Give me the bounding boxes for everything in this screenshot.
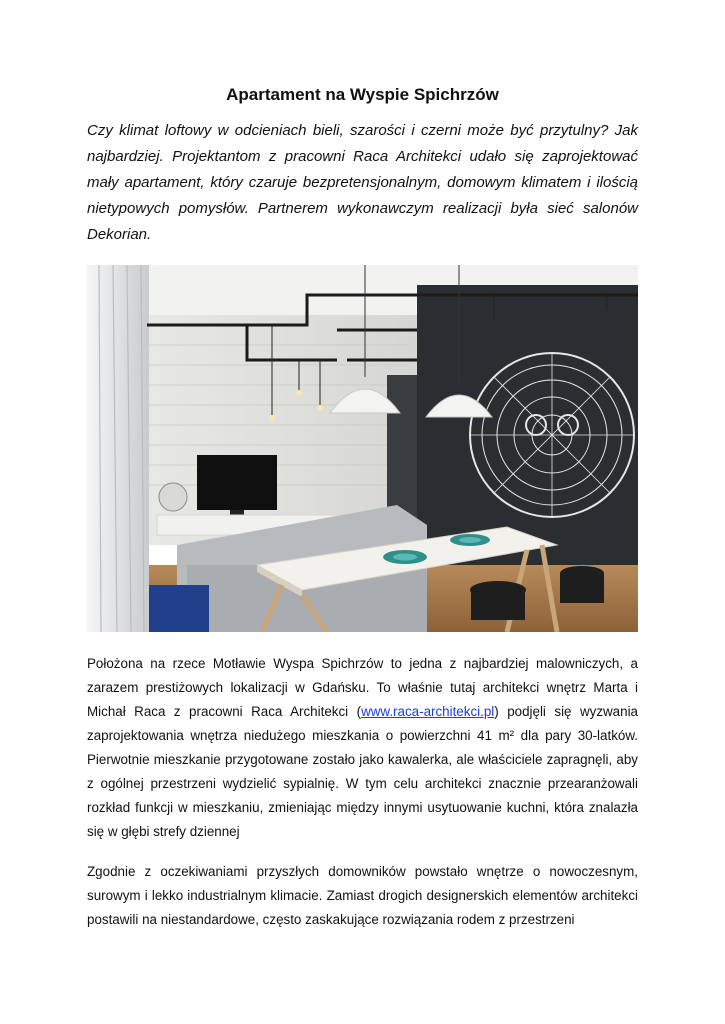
page-title: Apartament na Wyspie Spichrzów: [226, 85, 499, 104]
paragraph-1-text-end: ) podjęli się wyzwania zaprojektowania wnętrza niedużego mieszkania o powierzchni 41 m² dla pary 30-latków. Pierwotnie mieszkanie przygotowane zostało jako kawalerka, ale właściciele zapragnęli, aby z ogólnej przestrzeni wydzielić sypialnię. W tym celu architekci znacznie przearanżowali rozkład funkcji w mieszkaniu, zmieniając między innymi usytuowanie kuchni, która znalazła się w głębi strefy dziennej: [87, 704, 638, 839]
raca-architekci-link[interactable]: www.raca-architekci.pl: [361, 704, 495, 719]
paragraph-1-text-start: Położona na rzece Motławie Wyspa Spichrzów to jedna z najbardziej malowniczych, a zarazem prestiżowych lokalizacji w Gdańsku. To właśnie tutaj architekci wnętrz Marta i Michał Raca z pracowni Raca Architekci (: [87, 656, 638, 719]
interior-photo: [87, 265, 638, 632]
body-paragraph-2: Zgodnie z oczekiwaniami przyszłych domowników powstało wnętrze o nowoczesnym, surowym i lekko industrialnym klimacie. Zamiast drogich designerskich elementów architekci postawili na niestandardowe, często zaskakujące rozwiązania rodem z przestrzeni: [87, 864, 638, 927]
lead-paragraph: Czy klimat loftowy w odcieniach bieli, szarości i czerni może być przytulny? Jak najbardziej. Projektantom z pracowni Raca Architekci udało się zaprojektować mały apartament, który czaruje bezpretensjonalnym, domowym klimatem i ilością nietypowych pomysłów. Partnerem wykonawczym realizacji była sieć salonów Dekorian.: [87, 122, 638, 243]
body-paragraph-1: [87, 652, 638, 844]
